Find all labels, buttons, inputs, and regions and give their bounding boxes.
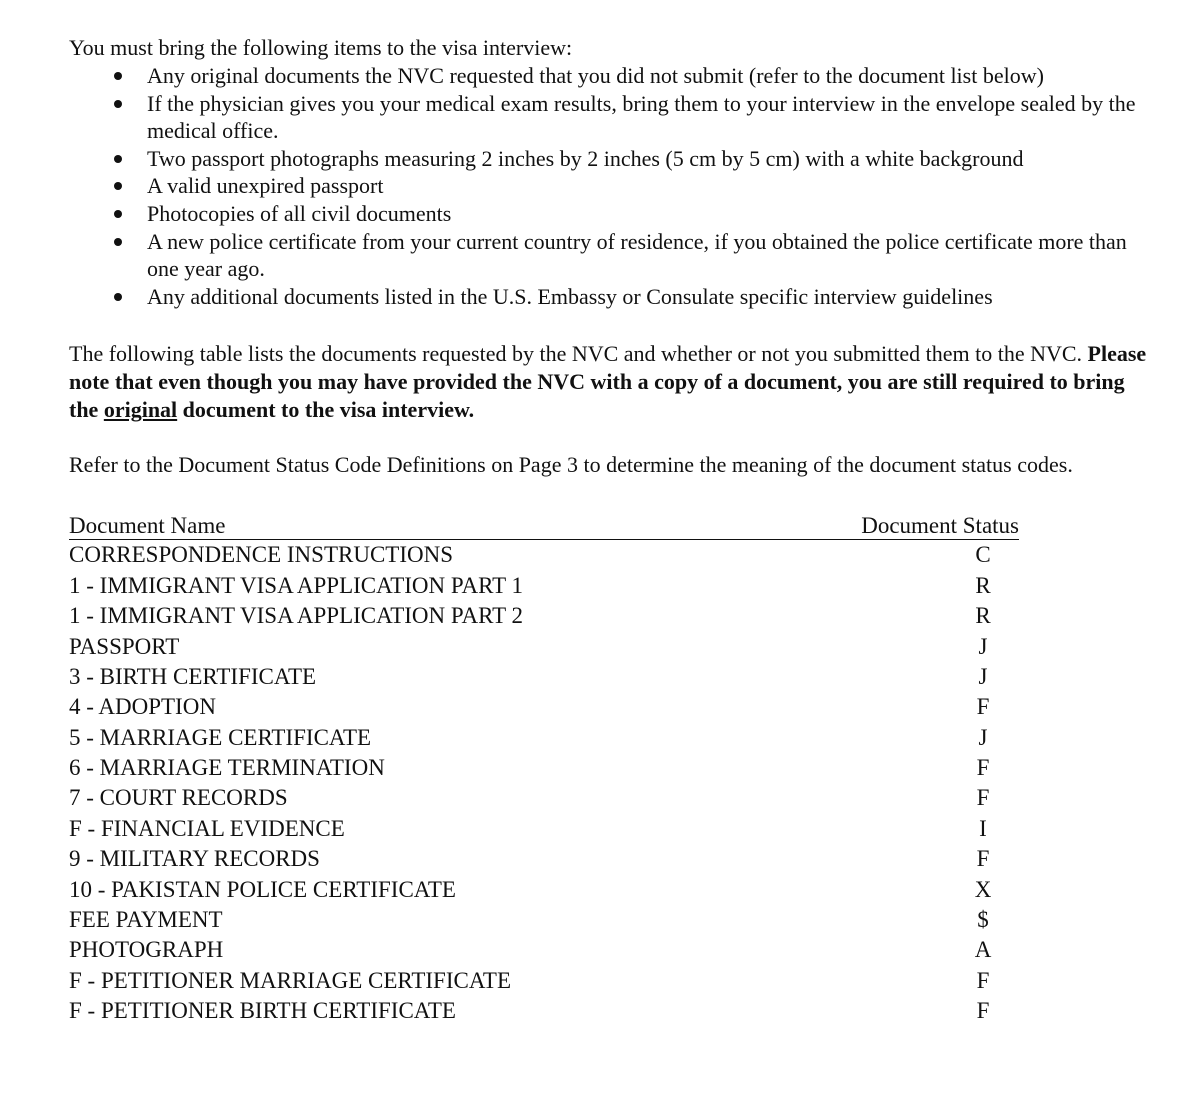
list-item: Any original documents the NVC requested that you did not submit (refer to the document list below) [69,62,1159,90]
document-status-cell: F [976,755,990,781]
document-page [69,34,1159,1027]
table-row [69,753,1019,783]
document-name-cell: PASSPORT [69,633,180,659]
table-row [69,996,1019,1026]
document-status-cell: C [975,542,991,568]
document-status-cell: F [976,846,990,872]
table-row [69,875,1019,905]
document-status-cell: R [975,572,991,598]
document-name-cell: 1 - IMMIGRANT VISA APPLICATION PART 1 [69,572,524,598]
table-row [69,723,1019,753]
list-item: A valid unexpired passport [69,172,1159,200]
table-row [69,935,1019,965]
document-status-cell: F [976,785,990,811]
document-status-cell: X [974,876,992,902]
table-row [69,905,1019,935]
document-status-cell: F [976,998,990,1024]
document-name-cell: 9 - MILITARY RECORDS [69,846,320,872]
document-status-cell: A [974,937,992,963]
document-name-cell: 10 - PAKISTAN POLICE CERTIFICATE [69,876,456,902]
list-item: Two passport photographs measuring 2 inches by 2 inches (5 cm by 5 cm) with a white background [69,145,1159,173]
list-item: If the physician gives you your medical exam results, bring them to your interview in the envelope sealed by the medical office. [69,90,1159,145]
document-status-cell: R [975,603,991,629]
table-row [69,632,1019,662]
document-status-cell: J [978,663,988,689]
document-status-cell: I [979,815,987,841]
document-status-cell: $ [977,907,989,933]
header-document-name: Document Name [69,513,226,539]
explanation-bold-end-text: document to the visa interview. [177,397,475,423]
document-name-cell: FEE PAYMENT [69,907,223,933]
document-name-cell: F - PETITIONER MARRIAGE CERTIFICATE [69,967,511,993]
document-name-cell: 7 - COURT RECORDS [69,785,288,811]
document-name-cell: 3 - BIRTH CERTIFICATE [69,663,317,689]
document-name-cell: 1 - IMMIGRANT VISA APPLICATION PART 2 [69,603,524,629]
document-name-cell: 6 - MARRIAGE TERMINATION [69,755,385,781]
header-document-status: Document Status [861,513,1019,539]
table-row [69,844,1019,874]
document-status-cell: F [976,967,990,993]
status-code-reference-paragraph: Refer to the Document Status Code Definitions on Page 3 to determine the meaning of the document status codes. [69,452,1073,478]
table-row [69,966,1019,996]
document-name-cell: CORRESPONDENCE INSTRUCTIONS [69,542,454,568]
explanation-underlined-text: original [103,397,178,423]
document-name-cell: F - FINANCIAL EVIDENCE [69,815,345,841]
table-row [69,601,1019,631]
list-item: Photocopies of all civil documents [69,200,1159,228]
document-name-cell: 5 - MARRIAGE CERTIFICATE [69,724,372,750]
table-row [69,814,1019,844]
table-row [69,783,1019,813]
table-explanation-paragraph [69,340,1159,424]
table-row [69,692,1019,722]
table-row [69,540,1019,570]
document-name-cell: F - PETITIONER BIRTH CERTIFICATE [69,998,456,1024]
list-item: Any additional documents listed in the U.S. Embassy or Consulate specific interview guidelines [69,283,1159,311]
required-items-list [69,62,1159,310]
table-header [69,511,1019,540]
list-item: A new police certificate from your current country of residence, if you obtained the police certificate more than one year ago. [69,228,1159,283]
table-row [69,662,1019,692]
document-status-cell: J [978,724,988,750]
document-status-table [69,511,1019,1026]
explanation-bold-text: Please note that even though you may have provided the NVC with a copy of a document, you are still required to bring the [69,341,1147,423]
document-status-cell: F [976,694,990,720]
table-body [69,540,1019,1026]
explanation-plain-text: The following table lists the documents requested by the NVC and whether or not you submitted them to the NVC. [69,341,1088,367]
document-name-cell: 4 - ADOPTION [69,694,216,720]
document-name-cell: PHOTOGRAPH [69,937,224,963]
table-row [69,571,1019,601]
intro-text: You must bring the following items to the visa interview: [69,35,573,60]
document-status-cell: J [978,633,988,659]
